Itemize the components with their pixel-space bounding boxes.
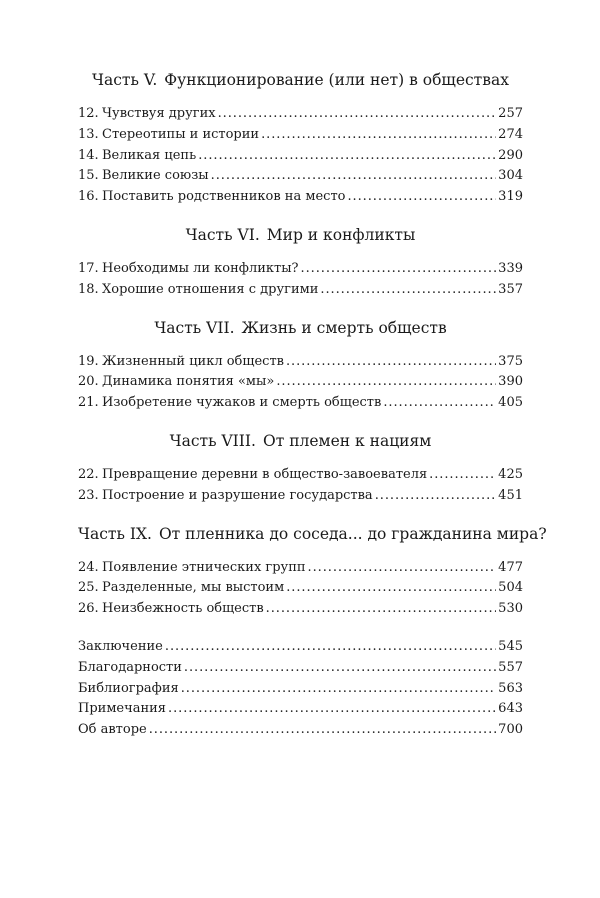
chapter-list [78, 558, 523, 620]
chapter-list [78, 259, 523, 301]
chapter-title: Изобретение чужаков и смерть обществ [102, 395, 382, 411]
table-of-contents [78, 70, 547, 758]
backmatter-entry[interactable] [78, 699, 523, 720]
chapter-number: 18. [78, 281, 99, 297]
chapter-title: Великая цепь [102, 147, 197, 163]
chapter-entry[interactable] [78, 280, 523, 301]
dot-leader [320, 280, 496, 301]
chapter-entry[interactable] [78, 166, 523, 187]
dot-leader [383, 393, 496, 414]
page-number: 425 [498, 466, 523, 482]
dot-leader [149, 720, 496, 741]
chapter-entry[interactable] [78, 187, 523, 208]
dot-leader [301, 259, 497, 280]
backmatter-entry[interactable] [78, 658, 523, 679]
part-name: Жизнь и смерть обществ [241, 318, 447, 337]
chapter-entry[interactable] [78, 393, 523, 414]
dot-leader [168, 699, 496, 720]
page-number: 563 [498, 680, 523, 696]
chapter-number: 16. [78, 189, 99, 205]
backmatter-entry[interactable] [78, 720, 523, 741]
chapter-title: Неизбежность обществ [102, 601, 264, 617]
chapter-number: 25. [78, 580, 99, 596]
chapter-title: Жизненный цикл обществ [102, 353, 284, 369]
backmatter-entry[interactable] [78, 679, 523, 700]
part-heading [78, 318, 523, 338]
backmatter-title: Заключение [78, 638, 163, 654]
chapter-list [78, 465, 523, 507]
page-number: 375 [498, 353, 523, 369]
backmatter-list [78, 637, 523, 741]
chapter-title: Необходимы ли конфликты? [102, 260, 299, 276]
page-number: 274 [498, 126, 523, 142]
chapter-title: Поставить родственников на место [102, 189, 346, 205]
page-number: 304 [498, 168, 523, 184]
dot-leader [429, 465, 496, 486]
part-label: Часть VI. [185, 225, 260, 244]
page-number: 557 [498, 659, 523, 675]
chapter-number: 20. [78, 374, 99, 390]
page-number: 290 [498, 147, 523, 163]
dot-leader [198, 146, 496, 167]
page-number: 319 [498, 189, 523, 205]
part-heading [78, 225, 523, 245]
dot-leader [165, 637, 496, 658]
dot-leader [184, 658, 496, 679]
chapter-entry[interactable] [78, 104, 523, 125]
part-heading [78, 431, 523, 451]
chapter-number: 19. [78, 353, 99, 369]
backmatter-title: Примечания [78, 701, 167, 717]
dot-leader [218, 104, 497, 125]
dot-leader [261, 125, 496, 146]
page-number: 530 [498, 601, 523, 617]
part-label: Часть V. [92, 71, 158, 89]
page-number: 357 [498, 281, 523, 297]
chapter-entry[interactable] [78, 578, 523, 599]
page-number: 390 [498, 374, 523, 390]
chapter-number: 21. [78, 395, 99, 411]
chapter-title: Хорошие отношения с другими [102, 281, 319, 297]
page-number: 545 [498, 638, 523, 654]
dot-leader [375, 486, 496, 507]
chapter-number: 23. [78, 487, 99, 503]
page-number: 700 [498, 722, 523, 738]
backmatter-title: Благодарности [78, 659, 182, 675]
chapter-title: Появление этнических групп [102, 559, 306, 575]
page-number: 643 [498, 701, 523, 717]
page-number: 339 [498, 260, 523, 276]
chapter-title: Разделенные, мы выстоим [102, 580, 285, 596]
chapter-title: Динамика понятия «мы» [102, 374, 275, 390]
page-number: 451 [498, 487, 523, 503]
chapter-number: 12. [78, 106, 99, 121]
backmatter-title: Библиография [78, 680, 179, 696]
chapter-number: 14. [78, 147, 99, 163]
chapter-number: 22. [78, 466, 99, 482]
backmatter-title: Об авторе [78, 722, 147, 738]
chapter-title: Чувствуя других [102, 106, 216, 121]
part-name: Мир и конфликты [266, 225, 416, 244]
chapter-number: 17. [78, 260, 99, 276]
chapter-entry[interactable] [78, 558, 523, 579]
part-label: Часть IX. [78, 524, 152, 543]
chapter-entry[interactable] [78, 146, 523, 167]
dot-leader [181, 679, 496, 700]
part-label: Часть VIII. [169, 431, 256, 450]
dot-leader [308, 558, 497, 579]
part-label: Часть VII. [154, 318, 235, 337]
chapter-list [78, 104, 523, 208]
chapter-entry[interactable] [78, 125, 523, 146]
chapter-list [78, 352, 523, 414]
chapter-title: Великие союзы [102, 168, 209, 184]
chapter-entry[interactable] [78, 352, 523, 373]
dot-leader [286, 352, 496, 373]
part-name: От племен к нациям [262, 431, 432, 450]
dot-leader [276, 372, 496, 393]
chapter-number: 13. [78, 126, 99, 142]
page-number: 257 [498, 106, 523, 121]
chapter-title: Стереотипы и истории [102, 126, 260, 142]
dot-leader [286, 578, 496, 599]
dot-leader [266, 599, 497, 620]
chapter-number: 26. [78, 601, 99, 617]
chapter-title: Построение и разрушение государства [102, 487, 373, 503]
page-number: 405 [498, 395, 523, 411]
chapter-number: 24. [78, 559, 99, 575]
chapter-entry[interactable] [78, 259, 523, 280]
page-number: 504 [498, 580, 523, 596]
chapter-number: 15. [78, 168, 99, 184]
chapter-entry[interactable] [78, 465, 523, 486]
part-name: Функционирование (или нет) в обществах [164, 71, 509, 89]
dot-leader [211, 166, 497, 187]
part-heading [78, 524, 547, 544]
backmatter-entry[interactable] [78, 637, 523, 658]
chapter-entry[interactable] [78, 372, 523, 393]
part-heading [78, 70, 523, 90]
part-name: От пленника до соседа... до гражданина мира? [158, 524, 547, 543]
chapter-title: Превращение деревни в общество-завоевателя [102, 466, 428, 482]
page-number: 477 [498, 559, 523, 575]
dot-leader [347, 187, 496, 208]
chapter-entry[interactable] [78, 599, 523, 620]
chapter-entry[interactable] [78, 486, 523, 507]
